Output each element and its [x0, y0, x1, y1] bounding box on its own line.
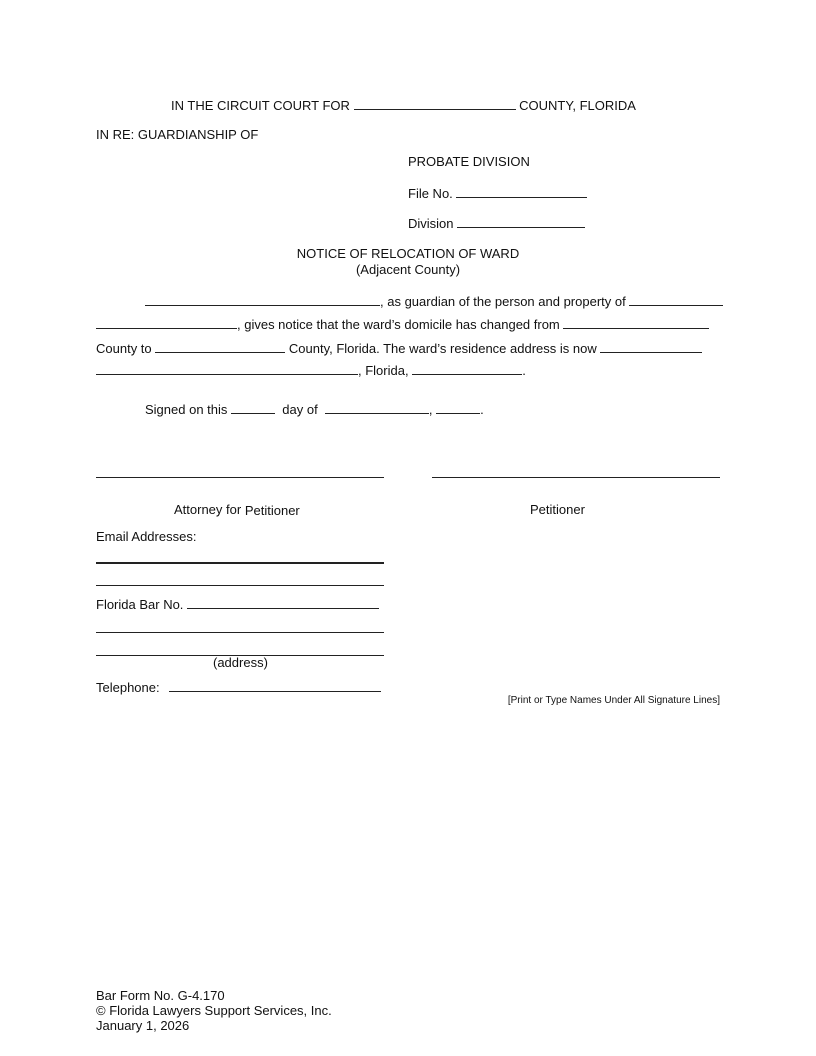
- year-blank[interactable]: [436, 401, 480, 414]
- document-title: NOTICE OF RELOCATION OF WARD: [296, 246, 520, 261]
- period-text-2: .: [480, 402, 484, 417]
- petitioner-label: Petitioner: [530, 502, 585, 517]
- division-label: Division: [408, 216, 454, 231]
- body-line-1: [145, 293, 723, 310]
- copyright: © Florida Lawyers Support Services, Inc.: [96, 1003, 332, 1018]
- county-to-text: County to: [96, 341, 152, 356]
- court-heading: [171, 97, 636, 114]
- comma-text: ,: [428, 402, 433, 417]
- file-no-row: [408, 185, 587, 202]
- document-subtitle: (Adjacent County): [355, 262, 461, 277]
- file-no-blank[interactable]: [456, 185, 587, 198]
- form-number: Bar Form No. G-4.170: [96, 988, 225, 1003]
- ward-name-blank-2[interactable]: [96, 316, 237, 329]
- telephone-row: [96, 679, 381, 696]
- telephone-blank[interactable]: [169, 679, 381, 692]
- from-county-blank[interactable]: [563, 316, 709, 329]
- court-prefix: IN THE CIRCUIT COURT FOR: [171, 98, 350, 113]
- file-no-label: File No.: [408, 186, 453, 201]
- day-blank[interactable]: [231, 401, 275, 414]
- signed-on-text: Signed on this: [145, 402, 228, 417]
- residence-address-blank-1[interactable]: [600, 340, 702, 353]
- form-date: January 1, 2026: [96, 1018, 190, 1033]
- telephone-label: Telephone:: [96, 680, 160, 695]
- zip-blank[interactable]: [412, 362, 522, 375]
- residence-address-blank-2[interactable]: [96, 362, 358, 375]
- signed-on-row: [145, 401, 484, 418]
- guardian-text: , as guardian of the person and property of: [380, 294, 626, 309]
- attorney-label: Attorney for: [174, 502, 242, 517]
- to-county-blank[interactable]: [155, 340, 285, 353]
- body-line-4: [96, 362, 526, 379]
- florida-text: , Florida,: [358, 363, 409, 378]
- body-line-2: [96, 316, 709, 333]
- attorney-label-row: [174, 502, 300, 518]
- email-line-1[interactable]: [96, 562, 384, 564]
- in-re-line: IN RE: GUARDIANSHIP OF: [96, 127, 259, 142]
- address-line-1[interactable]: [96, 632, 384, 633]
- month-blank[interactable]: [325, 401, 429, 414]
- body-line-3: [96, 340, 702, 357]
- county-florida-text: County, Florida. The ward’s residence address is now: [288, 341, 597, 356]
- probate-division: PROBATE DIVISION: [408, 154, 530, 169]
- address-label: (address): [213, 655, 268, 670]
- email-line-2[interactable]: [96, 585, 384, 586]
- period-text: .: [522, 363, 526, 378]
- day-of-text: day of: [282, 402, 318, 417]
- attorney-signature-line[interactable]: [96, 477, 384, 478]
- bar-no-label: Florida Bar No.: [96, 597, 184, 612]
- email-label: Email Addresses:: [96, 529, 197, 544]
- court-suffix: COUNTY, FLORIDA: [519, 98, 636, 113]
- petitioner-signature-line[interactable]: [432, 477, 720, 478]
- division-row: [408, 215, 585, 232]
- bar-no-blank[interactable]: [187, 596, 379, 609]
- division-blank[interactable]: [457, 215, 585, 228]
- county-blank[interactable]: [354, 97, 516, 110]
- attorney-petitioner-label: Petitioner: [244, 503, 300, 518]
- bar-no-row: [96, 596, 379, 613]
- guardian-name-blank[interactable]: [145, 293, 380, 306]
- ward-name-blank-1[interactable]: [629, 293, 723, 306]
- print-note: [Print or Type Names Under All Signature Lines]: [507, 695, 720, 706]
- notice-text: , gives notice that the ward’s domicile has changed from: [237, 317, 560, 332]
